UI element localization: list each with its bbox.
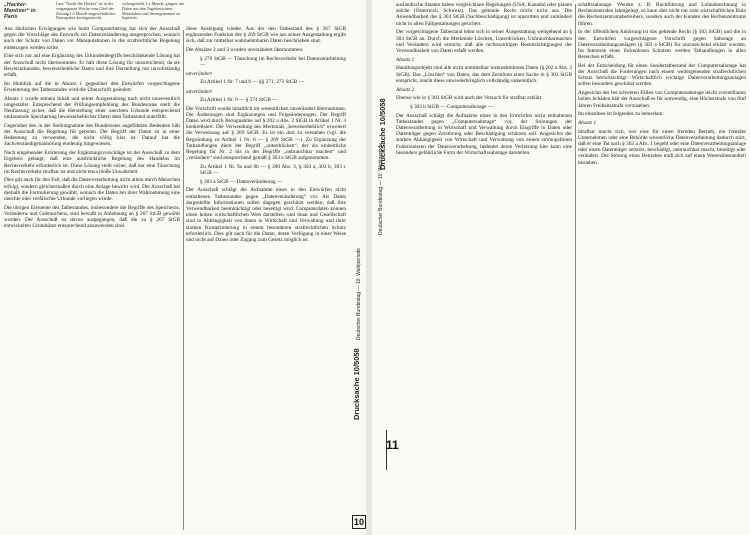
paragraph: Zu Artikel 1 Nr. 7 und 8 — §§ 271, 273 StGB —	[200, 79, 304, 86]
bundestag-label: Deutscher Bundestag — 10. Wahlperiode	[356, 247, 362, 340]
paragraph: Im Hinblick auf die in Absatz 1 gegenüber den Entwürfen vorgeschlagene Erweiterung des Tatbestandes wird die Überschrift geändert.	[4, 80, 180, 93]
paragraph: Strafbar macht sich, wer eine für einen fremden Betrieb, ein fremdes Unternehmen oder eine Behörde wesentliche Datenverarbeitung dadurch stört, daß er eine Tat nach § 303 a Abs. 1 begeht oder eine Datenverarbeitungsanlage oder einen Datenträger zerstört, beschädigt, unbrauchbar macht, beseitigt oder verändert. Die Störung eines Betriebes muß sich auf einen Wesensbestandteil beziehen.	[578, 128, 746, 166]
paragraph: Angesichts der bei schweren Fällen von Computersabotage leicht vorstellbaren hohen Schäden hält der Ausschuß es für notwendig, eine Höchststrafe von fünf Jahren Freiheitsstrafe vorzusehen.	[578, 90, 746, 109]
paragraph: unverändert	[186, 71, 212, 78]
paragraph: Eine sich nur auf eine Ergänzung des Urkundenbegriffs beschränkende Lösung hat der Ausschuß nicht übernommen. Er hält diese Lösung für unzureichend, da sie Beweisurkunden, beweiserhebliche Daten und ihre Darstellung nur unvollständig erfaßt.	[4, 53, 180, 78]
drucksache-label: Drucksache 10/5058	[352, 348, 361, 420]
page-number: 10	[353, 517, 364, 527]
paragraph: Dies gilt auch für den Fall, daß die Datenverarbeitung nicht allein durch Menschen erfolgt, sondern gleichermaßen durch eine Anlage bewirkt wird. Der Ausschuß hat deshalb die Formulierung gewählt, wonach die Daten bei ihrer Wahrnehmung eine unechte oder verfälschte Urkunde vorliegen würde.	[4, 177, 180, 203]
paragraph: Ebenso wie in § 303 StGB wird auch der Versuch für strafbar erklärt.	[396, 95, 543, 102]
paragraph: Nach eingehender Erörterung der Ergänzungsvorschläge ist der Ausschuß zu dem Ergebnis gelangt, daß eine ausdrückliche Regelung des Handelns im Rechtsverkehr erforderlich ist. Diese Lösung stellt sicher, daß nur eine Täuschung im Rechtsverkehr strafbar ist und nicht etwa bloße Unwahrheit.	[4, 150, 180, 175]
right-column-2	[578, 2, 746, 532]
paragraph: § 303 b StGB — Computersabotage —	[410, 103, 494, 110]
right-column-1	[396, 2, 572, 532]
paragraph: Absatz 1	[578, 120, 597, 127]
paragraph: Bei der Entscheidung für einen Sondertatbestand der Computersabotage hat der Ausschuß die Forderungen nach einem weitergehenden strafrechtlichen Schutz berücksichtigt. Wirtschaftlich wichtige Datenverarbeitungsanlagen sollen besonders geschützt werden.	[578, 62, 746, 88]
paragraph: Gegenüber den in der Stellungnahme des Bundesrates angeführten Bedenken hält der Ausschuß die Regelung für geboten. Der Begriff der Daten ist in einer Bedeutung zu verwenden, die nicht völlig klar ist. Darauf hat die Sachverständigenanhörung eindeutig hingewiesen.	[4, 122, 180, 148]
header-snippet-2: sichergestellt, Le Monde, gingen, um Daten aus den Tagesberichten, Materialien und Stenogrammen zu kopieren.	[122, 1, 185, 21]
paragraph: Zu Artikel 1 Nr. 9 — § 274 StGB —	[200, 96, 278, 103]
right-page	[372, 0, 750, 535]
drucksache-label-right: Drucksache 10/5058	[378, 98, 387, 170]
paragraph: Zu Artikel 1 Nr. 9a und 9b — § 300 Abs. 3, § 303 a, 303 b, 303 c StGB —	[200, 163, 346, 177]
paragraph: Der vorgeschlagene Tatbestand lehnt sich in seiner Ausgestaltung weitgehend an § 303 StGB an. Durch die Merkmale Löschen, Unterdrücken, Unbrauchbarmachen und Verändern wird erreicht, daß alle rechtswidrigen Beeinträchtigungen der Verwendbarkeit von Daten erfaßt werden.	[396, 29, 572, 54]
paragraph: schaftssabotage. Werden z. B. Buchführung und Lohnabrechnung in Rechenzentralen lahmgelegt, so kann dies nicht nur zum wirtschaftlichen Ruin des Rechenzentrumsbetreibers, sondern auch der Kunden des Rechenzentrums führen.	[578, 2, 746, 27]
column-divider-right	[575, 4, 576, 530]
header-snippet-1: Laut "Nacht der Hacker" ist in der vergangenen Woche vom Chef der Zeitung Le Monde ungewöhnliches Datenpaket durchgerutscht.	[56, 1, 116, 21]
paragraph: Die Absätze 2 und 3 wurden unverändert übernommen.	[186, 47, 304, 54]
paragraph: Handlungsobjekt sind alle nicht unmittelbar wahrnehmbaren Daten (§ 202 a Abs. 2 StGB). Das „Löschen“ von Daten, das dem Zerstören einer Sache in § 303 StGB entspricht, macht diese unwiederbringlich vollständig unkenntlich.	[396, 65, 572, 84]
paragraph: Der Ausschuß schlägt die Aufnahme eines in den Entwürfen nicht enthaltenen Tatbestandes gegen „Computersabotage“ vor, der Störungen der Datenverarbeitung in Wirtschaft und Verwaltung durch Eingriffe in Daten oder Datenträger gegen Zerstörung oder Beschädigung schützen soll. Angesichts der starken Abhängigkeit von Wirtschaft und Verwaltung von einem störungsfreien Funktionieren der Datenverarbeitung, bedeutet deren Verletzung hier kann eine besonders gefährliche Form der Wirtschaftssabotage darstellen.	[396, 112, 572, 156]
paragraph: Die Vorschrift wurde inhaltlich im wesentlichen unverändert übernommen. Die Änderungen sind Ergänzungen und Folgeänderungen. Der Begriff Daten wird durch Bezugnahme auf § 202 a Abs. 2 StGB in Artikel 1 Nr. 3 konkretisiert. Die Verwendung des Merkmals „beweiserheblich“ erweitert die Verweisung auf § 269 StGB. Es ist ein dort zu verstehen (vgl. die Begründung zu Artikel 1 Nr. 6 — § 269 StGB —). Zu Ergänzung der Tathandlungen dient der Begriff „unterdrücken“, der als einheitliche Regelung für Nr. 2 bis in der Begriffe „unbrauchbar machen“ und „verändern“ sind entsprechend gemäß § 303 a StGB aufgenommen.	[186, 105, 346, 162]
paragraph: Der Ausschuß schlägt die Aufnahme eines in den Entwürfen nicht enthaltenen Tatbestandes gegen „Datenveränderung“ vor. Als Daten dargestellte Informationen sollen dagegen geschützt werden, daß ihre Verwendbarkeit beeinträchtigt oder beseitigt wird. Computerdaten können einen hohen wirtschaftlichen Wert darstellen, und Staat und Gesellschaft sind in Abhängigkeit von ihnen in Wirtschaft und Verwaltung und ihrer starken Komprimierung in einem besonderen strafrechtlichen Schutz erforderlich. Dies gilt auch für die Daten, deren Verfügung in einer Weise und nicht auf Dauer oder Zugang zum Gesetz möglich ist.	[186, 187, 346, 244]
paragraph: diese Auslegung wieder. Aus der den Tatbestand des § 267 StGB ergänzenden Funktion des § 269 StGB wie aus seiner Ausgestaltung ergibt sich, daß zur mittelbar wahrnehmbaren Daten beschrieben sind.	[186, 26, 346, 45]
paragraph: unverändert	[186, 88, 212, 95]
header-title: „Hacker-Manöver“ in Paris	[4, 2, 36, 20]
paragraph: Im einzelnen ist folgendes zu bemerken:	[578, 111, 664, 118]
paragraph: ausländische Staaten haben vergleichbare Regelungen (USA, Kanada) oder planen solche (Österreich, Schweiz). Das geltende Recht reicht nicht aus. Die Anwendbarkeit des § 303 StGB (Sachbeschädigung) ist umstritten und zumindest nicht in allen Fallgestaltungen gesichert.	[396, 2, 572, 27]
paragraph: § 270 StGB — Täuschung im Rechtsverkehr bei Datenverarbeitung —	[200, 55, 346, 69]
paragraph: Absatz 1 wurde seinem Inhalt und seiner Ausgestaltung nach nicht unwesentlich umgestaltet. Entsprechend der Prüfungsempfehlung des Bundesrates stellt die Neufassung sicher, daß die Herstellung einer unechten Urkunde entsprechend umfassende Speicherung beweiserheblicher Daten dem Tatbestand unterfällt.	[4, 95, 180, 121]
left-column-1	[4, 26, 180, 532]
page-marker: 11	[386, 438, 399, 452]
paragraph: In der öffentlichen Anhörung ist das geltende Recht (§ 303 StGB) und die in den Entwürfen vorgeschlagene Vorschrift gegen Sabotage an Datenverarbeitungsanlagen (§ 303 a StGB) für unzureichend erklärt worden. Im Interesse eines lückenlosen Schutzes werden Tathandlungen in allen Bereichen erfaßt.	[578, 29, 746, 61]
column-divider	[183, 30, 184, 530]
bundestag-label-right: Deutscher Bundestag — 10. Wahlperiode	[378, 142, 384, 235]
paragraph: Aus ähnlichen Erwägungen wie beim Computerbetrug hat sich der Ausschuß gegen die Vorschläge des Entwurfs zur Datenveränderung ausgesprochen, wonach auch der Schutz von Daten vor Manipulationen in die strafrechtliche Regelung einbezogen werden sollte.	[4, 26, 180, 51]
paragraph: Die übrigen Elemente des Tatbestandes, insbesondere die Begriffe des Speicherns, Veränderns und Gebrauchens, sind bewußt in Anlehnung an § 267 StGB gewählt worden. Der Ausschuß ist davon ausgegangen, daß die zu § 267 StGB entwickelten Grundsätze entsprechend anzuwenden sind.	[4, 204, 180, 230]
paragraph: § 303 a StGB — Datenveränderung —	[200, 178, 283, 185]
left-page	[0, 0, 368, 535]
left-column-2	[186, 26, 346, 532]
paragraph: Absatz 2	[396, 86, 415, 93]
paragraph: Absatz 1	[396, 57, 415, 64]
